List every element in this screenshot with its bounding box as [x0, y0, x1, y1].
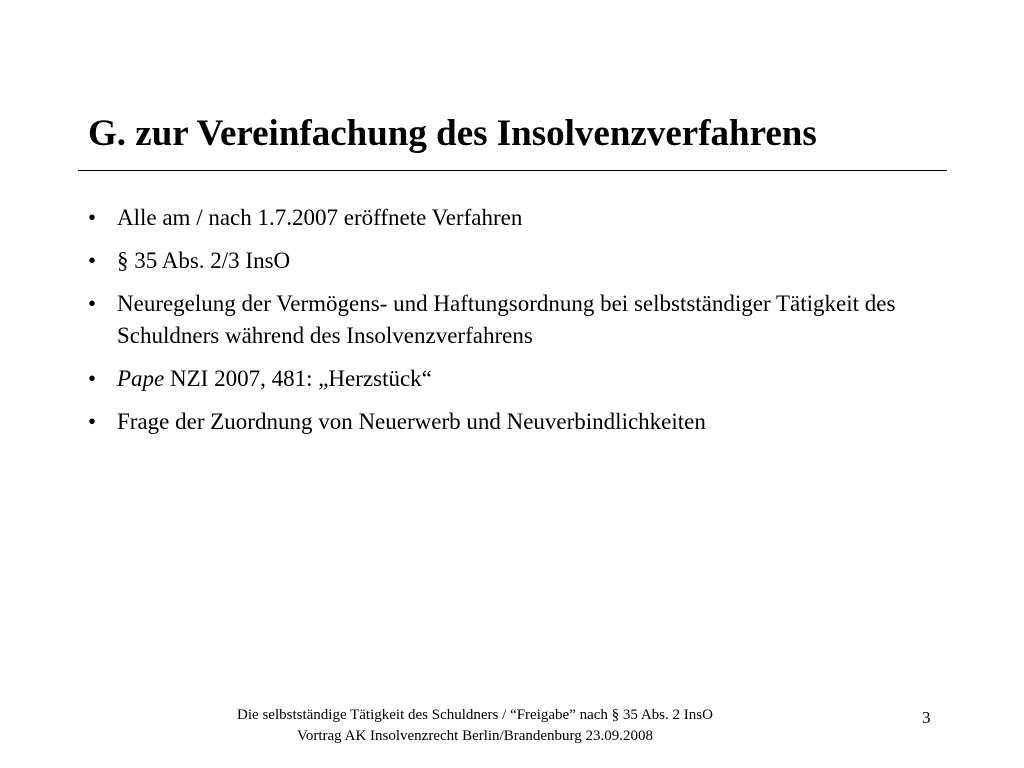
bullet-item [88, 363, 948, 395]
citation-author: Pape [117, 366, 165, 391]
title-divider [78, 170, 947, 171]
bullet-item [88, 245, 948, 277]
slide-footer [175, 705, 775, 747]
bullet-text: NZI 2007, 481: „Herzstück“ [164, 366, 432, 391]
bullet-icon: • [88, 248, 97, 273]
bullet-icon: • [88, 291, 97, 316]
bullet-icon: • [88, 409, 97, 434]
bullet-icon: • [88, 366, 97, 391]
bullet-text: Neuregelung der Vermögens- und Haftungsordnung bei selbstständiger Tätigkeit des Schuldners während des Insolvenzverfahrens [117, 291, 896, 348]
bullet-text: Alle am / nach 1.7.2007 eröffnete Verfahren [117, 205, 523, 230]
bullet-list [88, 202, 948, 438]
bullet-text: Frage der Zuordnung von Neuerwerb und Neuverbindlichkeiten [117, 409, 706, 434]
footer-line-talk-title: Die selbstständige Tätigkeit des Schuldners / “Freigabe” nach § 35 Abs. 2 InsO [237, 707, 713, 723]
bullet-item [88, 406, 948, 438]
slide-title: G. zur Vereinfachung des Insolvenzverfahrens [88, 113, 817, 154]
bullet-item [88, 288, 948, 352]
bullet-item [88, 202, 948, 234]
page-number: 3 [922, 708, 931, 727]
footer-line-event: Vortrag AK Insolvenzrecht Berlin/Brandenburg 23.09.2008 [296, 728, 654, 744]
bullet-icon: • [88, 205, 97, 230]
bullet-text: § 35 Abs. 2/3 InsO [117, 248, 291, 273]
